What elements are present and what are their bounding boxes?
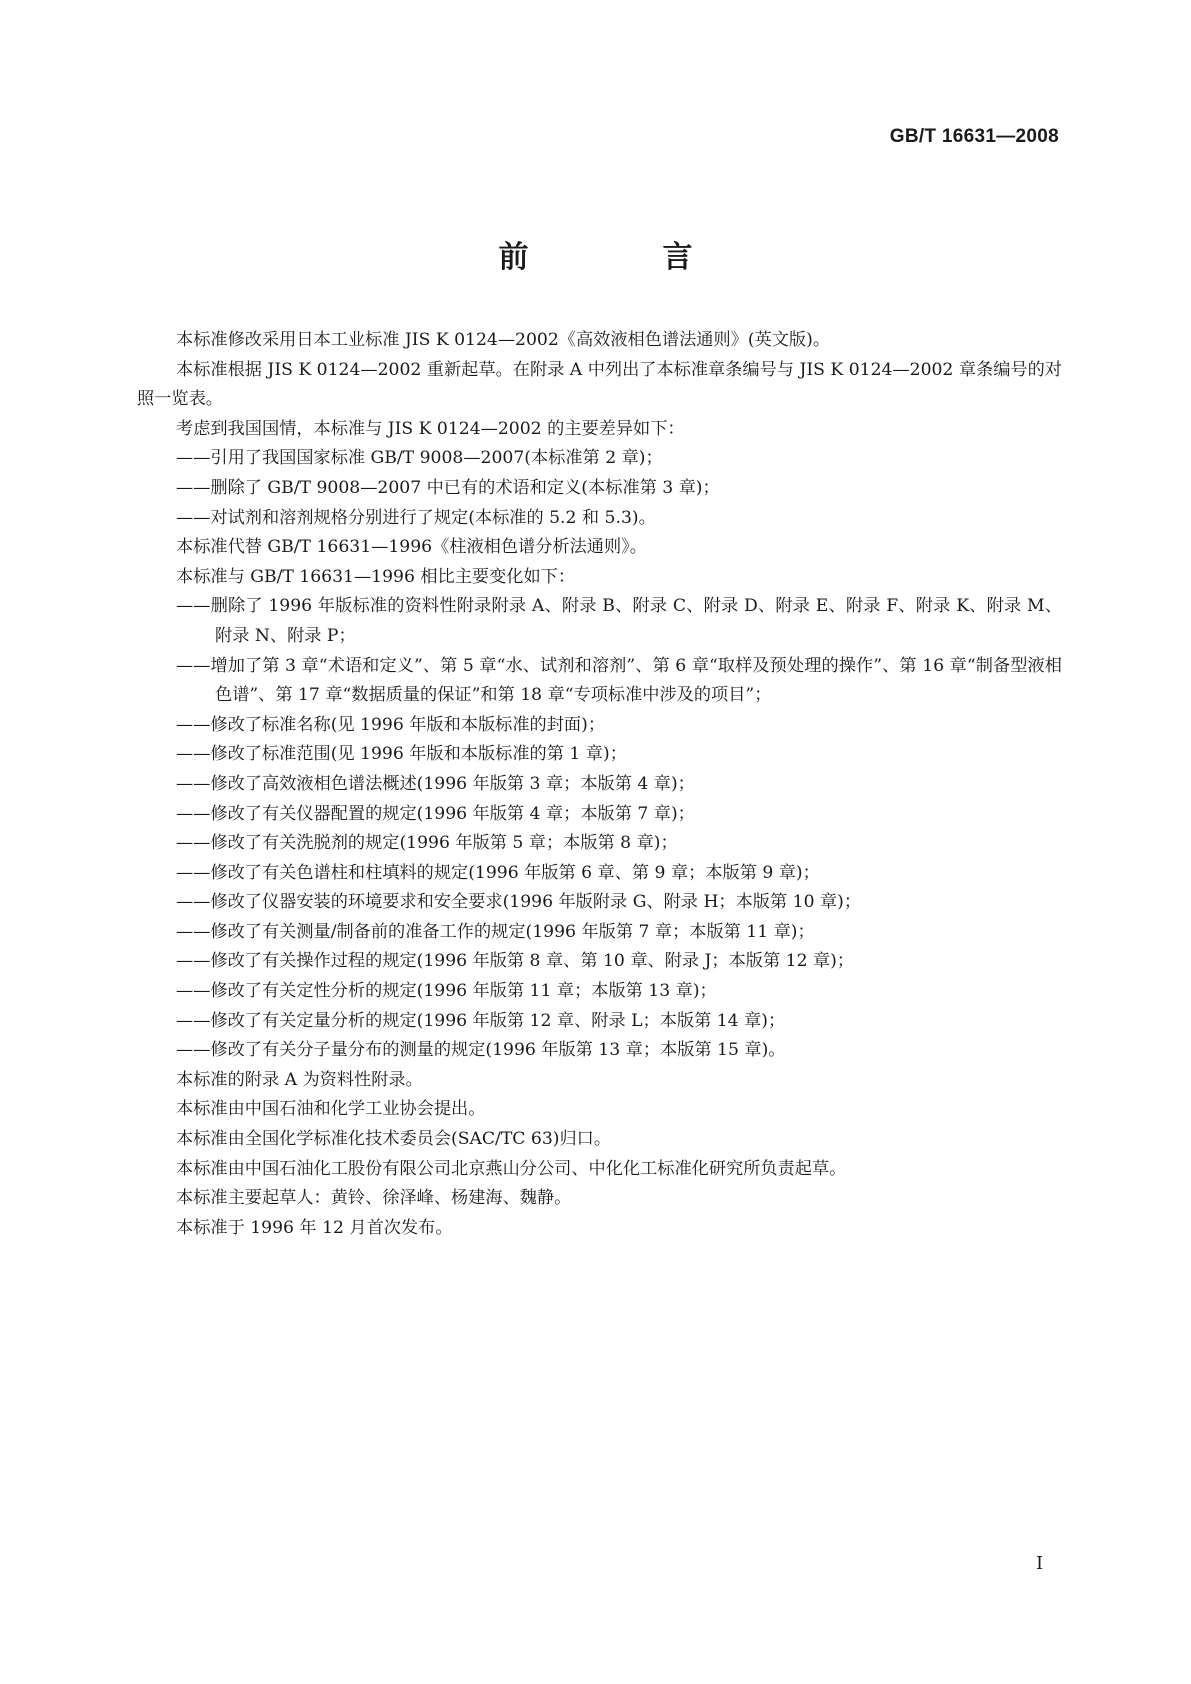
list-item: ——修改了仪器安装的环境要求和安全要求(1996 年版附录 G、附录 H；本版第 10 章)；	[176, 892, 862, 913]
paragraph: 本标准主要起草人：黄铃、徐泽峰、杨建海、魏静。	[176, 1188, 572, 1209]
list-item: ——对试剂和溶剂规格分别进行了规定(本标准的 5.2 和 5.3)。	[176, 507, 656, 528]
list-item: ——修改了有关分子量分布的测量的规定(1996 年版第 13 章；本版第 15 章)。	[176, 1040, 786, 1061]
list-item: ——删除了 GB/T 9008—2007 中已有的术语和定义(本标准第 3 章)；	[176, 477, 720, 498]
page-number: I	[1036, 1553, 1044, 1574]
foreword-body	[137, 326, 1062, 1243]
paragraph: 本标准由中国石油化工股份有限公司北京燕山分公司、中化化工标准化研究所负责起草。	[176, 1158, 847, 1179]
paragraph: 本标准根据 JIS K 0124—2002 重新起草。在附录 A 中列出了本标准章条编号与 JIS K 0124—2002 章条编号的对照一览表。	[137, 359, 1062, 410]
standard-number: GB/T 16631—2008	[889, 126, 1059, 147]
paragraph: 本标准于 1996 年 12 月首次发布。	[176, 1217, 453, 1238]
list-item: ——修改了有关操作过程的规定(1996 年版第 8 章、第 10 章、附录 J；本版第 12 章)；	[176, 951, 855, 972]
list-item: ——修改了有关定量分析的规定(1996 年版第 12 章、附录 L；本版第 14 章)；	[176, 1010, 786, 1031]
list-item: ——增加了第 3 章“术语和定义”、第 5 章“水、试剂和溶剂”、第 6 章“取样及预处理的操作”、第 16 章“制备型液相色谱”、第 17 章“数据质量的保证”和第 18 章“专项标准中涉及的项目”；	[176, 655, 1062, 706]
list-item: ——修改了有关定性分析的规定(1996 年版第 11 章；本版第 13 章)；	[176, 981, 717, 1002]
list-item: ——修改了有关仪器配置的规定(1996 年版第 4 章；本版第 7 章)；	[176, 803, 695, 824]
list-item: ——修改了有关测量/制备前的准备工作的规定(1996 年版第 7 章；本版第 11 章)；	[176, 921, 815, 942]
paragraph: 本标准修改采用日本工业标准 JIS K 0124—2002《高效液相色谱法通则》(英文版)。	[176, 330, 831, 350]
list-item: ——修改了有关色谱柱和柱填料的规定(1996 年版第 6 章、第 9 章；本版第 9 章)；	[176, 862, 820, 883]
paragraph: 本标准由中国石油和化学工业协会提出。	[176, 1099, 486, 1120]
list-item: ——引用了我国国家标准 GB/T 9008—2007(本标准第 2 章)；	[176, 448, 663, 469]
paragraph: 本标准代替 GB/T 16631—1996《柱液相色谱分析法通则》。	[176, 537, 647, 558]
paragraph: 本标准由全国化学标准化技术委员会(SAC/TC 63)归口。	[176, 1129, 612, 1150]
list-item: ——修改了高效液相色谱法概述(1996 年版第 3 章；本版第 4 章)；	[176, 773, 695, 794]
paragraph: 本标准与 GB/T 16631—1996 相比主要变化如下：	[176, 566, 576, 587]
list-item: ——修改了标准范围(见 1996 年版和本版标准的第 1 章)；	[176, 744, 627, 765]
paragraph: 考虑到我国国情，本标准与 JIS K 0124—2002 的主要差异如下：	[176, 418, 685, 439]
page-title: 前 言	[498, 240, 745, 275]
list-item: ——删除了 1996 年版标准的资料性附录附录 A、附录 B、附录 C、附录 D、附录 E、附录 F、附录 K、附录 M、附录 N、附录 P；	[176, 596, 1062, 646]
paragraph: 本标准的附录 A 为资料性附录。	[176, 1069, 423, 1090]
list-item: ——修改了标准名称(见 1996 年版和本版标准的封面)；	[176, 714, 606, 735]
list-item: ——修改了有关洗脱剂的规定(1996 年版第 5 章；本版第 8 章)；	[176, 833, 678, 854]
